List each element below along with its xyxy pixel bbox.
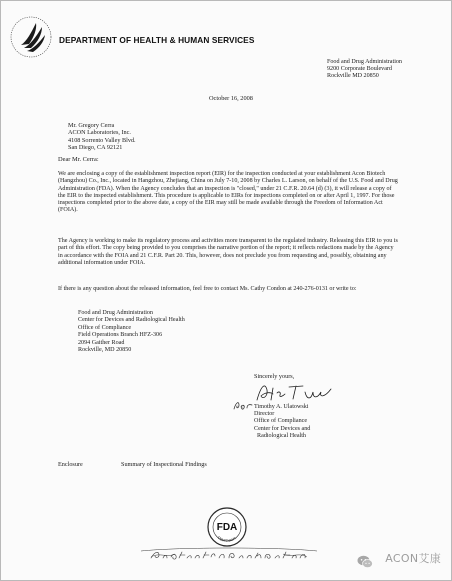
mailing-address-line: 2094 Gaither Road (78, 339, 125, 346)
signer-line: Director (254, 411, 275, 418)
agency-address (327, 59, 402, 81)
signer-line: Center for Devices and (254, 425, 311, 432)
recipient-line: ACON Laboratories, Inc. (68, 129, 131, 137)
signer-line: Office of Compliance (254, 418, 308, 425)
fda-centennial-seal (206, 506, 248, 548)
mailing-address-line: Field Operations Branch HFZ-306 (78, 332, 163, 339)
mailing-address-line: Food and Drug Administration (78, 310, 153, 316)
svg-text:FDA: FDA (216, 522, 238, 533)
recipient-line: 4108 Sorrento Valley Blvd. (68, 136, 136, 144)
tagline-script (149, 549, 309, 561)
enclosure-value: Summary of Inspectional Findings (121, 461, 207, 468)
signer-line: Radiological Health (254, 432, 306, 439)
agency-address-line: Food and Drug Administration (327, 59, 402, 65)
closing: Sincerely yours, (254, 373, 295, 380)
signer-block (254, 404, 310, 440)
letter-date: October 16, 2008 (209, 95, 253, 102)
signature-for-note (232, 398, 254, 412)
svg-text:CENTENNIAL: CENTENNIAL (216, 535, 238, 544)
recipient-address (68, 122, 136, 152)
mailing-address-line: Center for Devices and Radiological Health (78, 317, 185, 324)
hhs-eagle-icon (9, 15, 55, 59)
watermark-text: ACON艾康 (385, 552, 441, 565)
mailing-address-line: Rockville, MD 20850 (78, 347, 132, 354)
recipient-line: San Diego, CA 92121 (68, 144, 123, 152)
agency-address-line: Rockville MD 20850 (327, 73, 379, 80)
enclosure-label: Enclosure (58, 461, 83, 468)
body-paragraph-3: If there is any question about the released information, feel free to contact Ms. Cathy Condon at 240-276-0131 or write to: (58, 286, 357, 292)
signer-line: Timothy A. Ulatowski (254, 404, 309, 410)
department-heading: DEPARTMENT OF HEALTH & HUMAN SERVICES (59, 35, 255, 45)
wechat-icon (357, 555, 373, 569)
handwritten-signature (255, 380, 335, 406)
salutation: Dear Mr. Cerra: (58, 156, 99, 163)
body-paragraph-1: We are enclosing a copy of the establishment inspection report (EIR) for the inspection conducted at your establishment Acon Biotech (Hangzhou) Co., Inc., located in Hangzhou, Zhejiang, China on July 7-10, 2008 by Charles L. Larson, on behalf of the U.S. Food and Drug Administration (FDA). When the Agency concludes that an inspection is "closed," under 21 C.F.R. 20.64 (d) (3), it will release a copy of the EIR to the inspected establishment. This procedure is applicable to EIRs for inspections completed on or after April 1, 1997. For those inspections completed prior to the above date, a copy of the EIR may still be made available through the Freedom of Information Act (FOIA). (58, 171, 398, 214)
body-paragraph-2: The Agency is working to make its regulatory process and activities more transparent to the regulated industry. Releasing this EIR to you is part of this effort. The copy being provided to you comprises the narrative portion of the report; it reflects redactions made by the Agency in accordance with the FOIA and 21 C.F.R. Part 20. This, however, does not preclude you from requesting and, possibly, obtaining any additional information under FOIA. (58, 238, 398, 266)
recipient-line: Mr. Gregory Cerra (68, 122, 115, 129)
mailing-address-line: Office of Compliance (78, 324, 132, 331)
mailing-address (78, 310, 185, 354)
agency-address-line: 9200 Corporate Boulevard (327, 66, 392, 73)
